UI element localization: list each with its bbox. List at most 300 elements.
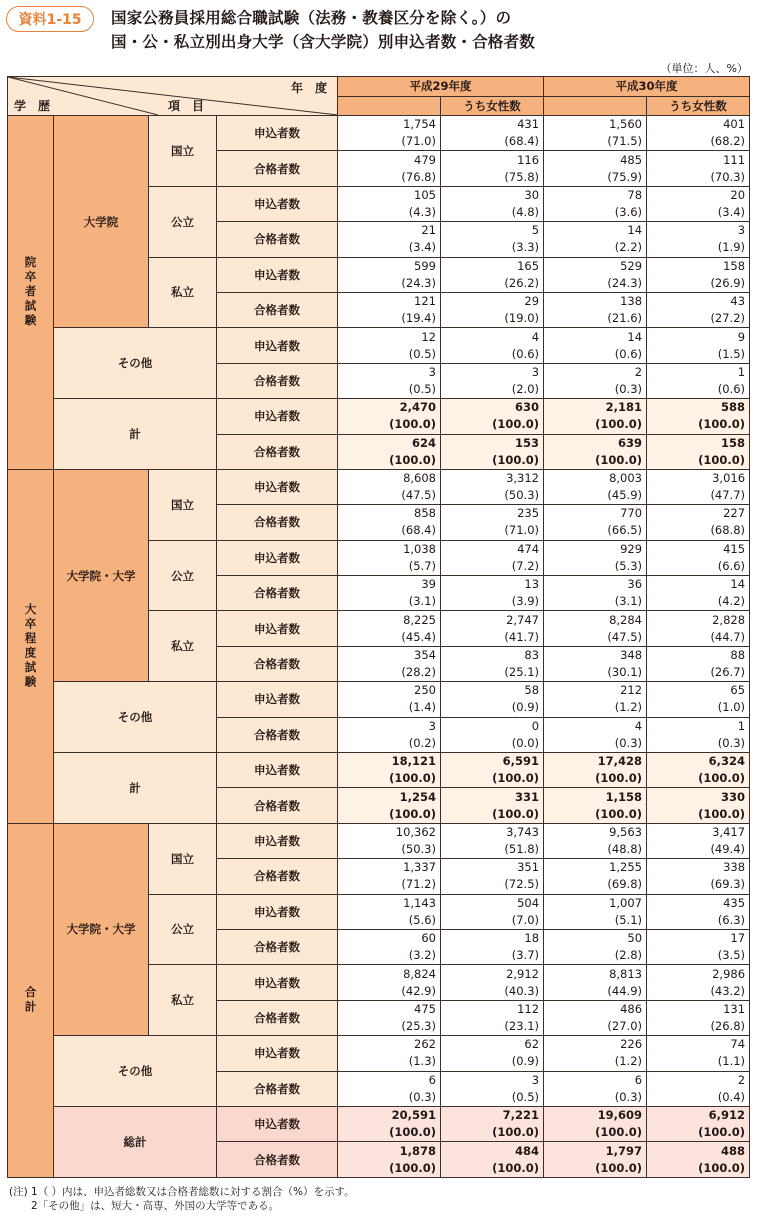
table-body	[8, 116, 750, 1178]
value-cell	[544, 399, 647, 434]
row-label: 申込者数	[217, 540, 338, 575]
value-percent: (100.0)	[698, 1160, 746, 1175]
value-percent: (41.7)	[504, 629, 540, 644]
value-percent: (100.0)	[389, 1160, 436, 1175]
value-percent: (25.3)	[401, 1018, 436, 1033]
value-cell	[338, 1036, 441, 1071]
value-count: 250	[414, 683, 436, 698]
value-cell	[338, 965, 441, 1000]
value-count: 770	[620, 506, 643, 521]
value-count: 0	[531, 718, 540, 733]
value-count: 488	[721, 1143, 746, 1158]
value-cell	[647, 151, 750, 186]
value-cell	[441, 576, 544, 611]
value-percent: (100.0)	[492, 1125, 540, 1140]
table-row	[8, 328, 750, 363]
table-row	[8, 469, 750, 504]
value-cell	[338, 1071, 441, 1106]
value-cell	[544, 823, 647, 858]
value-cell	[441, 1071, 544, 1106]
value-percent: (68.8)	[710, 523, 746, 538]
value-count: 8,813	[609, 966, 643, 981]
value-count: 2,912	[506, 966, 540, 981]
value-count: 5	[531, 223, 540, 238]
value-count: 12	[421, 329, 436, 344]
value-percent: (2.0)	[511, 381, 540, 396]
value-percent: (23.1)	[504, 1018, 540, 1033]
value-count: 588	[721, 400, 746, 415]
value-cell	[441, 151, 544, 186]
value-cell	[441, 859, 544, 894]
value-cell	[338, 328, 441, 363]
value-cell	[441, 116, 544, 151]
data-table	[7, 76, 750, 1178]
value-percent: (0.5)	[408, 346, 436, 361]
value-cell	[544, 646, 647, 681]
value-cell	[338, 753, 441, 788]
row-label: 合格者数	[217, 1071, 338, 1106]
value-count: 1,255	[609, 860, 643, 875]
value-percent: (71.0)	[401, 134, 436, 149]
value-percent: (47.5)	[401, 488, 436, 503]
value-cell	[647, 929, 750, 964]
year-header-h30: 平成30年度	[544, 77, 750, 97]
subgroup-label: 公立	[149, 540, 217, 611]
value-percent: (6.6)	[717, 558, 746, 573]
subgroup-label: 私立	[149, 611, 217, 682]
value-percent: (49.4)	[710, 842, 746, 856]
value-cell	[647, 1106, 750, 1141]
title-line-2: 国・公・私立別出身大学（含大学院）別申込者数・合格者数	[111, 33, 535, 51]
value-cell	[441, 222, 544, 257]
value-count: 338	[723, 860, 746, 875]
year-h30-total-header	[544, 96, 647, 116]
value-cell	[544, 328, 647, 363]
value-percent: (100.0)	[389, 1125, 436, 1140]
value-percent: (45.4)	[401, 629, 436, 644]
value-cell	[647, 965, 750, 1000]
value-cell	[544, 859, 647, 894]
value-cell	[647, 1142, 750, 1177]
row-label: 申込者数	[217, 1036, 338, 1071]
value-count: 486	[620, 1001, 643, 1016]
row-label: 合格者数	[217, 1142, 338, 1177]
value-percent: (72.5)	[504, 877, 540, 892]
value-percent: (100.0)	[595, 417, 643, 432]
value-percent: (100.0)	[492, 452, 540, 467]
value-cell	[441, 257, 544, 292]
subgroup-label: 公立	[149, 894, 217, 965]
row-label: 申込者数	[217, 682, 338, 717]
value-percent: (3.5)	[717, 948, 746, 963]
value-count: 1,158	[605, 789, 643, 804]
value-percent: (0.6)	[614, 346, 643, 361]
value-cell	[441, 328, 544, 363]
row-label: 合格者数	[217, 363, 338, 398]
value-percent: (3.1)	[614, 594, 643, 609]
value-count: 62	[524, 1037, 540, 1052]
value-cell	[544, 1106, 647, 1141]
value-count: 858	[414, 506, 436, 521]
value-cell	[647, 576, 750, 611]
value-cell	[338, 292, 441, 327]
group-label: 大学院・大学	[54, 823, 149, 1035]
value-cell	[441, 823, 544, 858]
row-label: 申込者数	[217, 469, 338, 504]
value-count: 331	[515, 789, 540, 804]
value-count: 2,986	[712, 966, 746, 981]
row-label: 申込者数	[217, 823, 338, 858]
value-percent: (26.9)	[710, 275, 746, 290]
value-count: 529	[620, 258, 643, 273]
value-cell	[338, 540, 441, 575]
row-label: 合格者数	[217, 859, 338, 894]
value-cell	[544, 292, 647, 327]
value-cell	[441, 965, 544, 1000]
value-count: 1,878	[399, 1143, 436, 1158]
value-count: 624	[411, 435, 436, 450]
value-count: 2,747	[506, 612, 540, 627]
value-count: 88	[730, 648, 746, 663]
value-percent: (7.2)	[511, 558, 540, 573]
value-cell	[647, 611, 750, 646]
value-percent: (24.3)	[607, 275, 643, 290]
row-label: 合格者数	[217, 505, 338, 540]
value-count: 158	[721, 435, 746, 450]
table-row	[8, 682, 750, 717]
value-cell	[647, 859, 750, 894]
value-count: 6,912	[708, 1108, 746, 1123]
value-count: 105	[414, 187, 436, 202]
value-count: 36	[627, 577, 643, 592]
group-label: 大学院	[54, 116, 149, 328]
value-count: 348	[620, 648, 643, 663]
value-percent: (100.0)	[492, 417, 540, 432]
value-count: 50	[627, 931, 643, 946]
value-cell	[647, 469, 750, 504]
value-percent: (100.0)	[389, 771, 436, 786]
value-cell	[441, 682, 544, 717]
value-count: 226	[620, 1037, 643, 1052]
value-cell	[544, 965, 647, 1000]
value-count: 1,560	[609, 117, 643, 132]
value-count: 78	[627, 187, 643, 202]
value-count: 9	[737, 329, 746, 344]
value-count: 8,824	[403, 966, 436, 981]
value-cell	[544, 257, 647, 292]
value-count: 4	[634, 718, 643, 733]
value-cell	[338, 363, 441, 398]
value-percent: (44.9)	[607, 983, 643, 998]
row-label: 申込者数	[217, 965, 338, 1000]
value-count: 17	[730, 931, 746, 946]
value-count: 6	[634, 1072, 643, 1087]
row-label: 申込者数	[217, 894, 338, 929]
value-cell	[441, 894, 544, 929]
value-cell	[441, 1106, 544, 1141]
value-percent: (2.2)	[614, 240, 643, 255]
year-header-h29: 平成29年度	[338, 77, 544, 97]
value-count: 435	[723, 895, 746, 910]
value-percent: (3.7)	[511, 948, 540, 963]
value-percent: (1.0)	[717, 700, 746, 715]
value-percent: (6.3)	[717, 912, 746, 927]
value-percent: (26.8)	[710, 1018, 746, 1033]
value-count: 474	[517, 541, 540, 556]
value-count: 8,284	[609, 612, 643, 627]
value-cell	[544, 469, 647, 504]
value-percent: (0.6)	[717, 381, 746, 396]
value-cell	[544, 434, 647, 469]
value-percent: (24.3)	[401, 275, 436, 290]
value-percent: (19.4)	[401, 311, 436, 326]
group-label: 計	[54, 399, 217, 470]
value-percent: (100.0)	[595, 1125, 643, 1140]
value-count: 6,591	[502, 754, 540, 769]
value-count: 3	[531, 1072, 540, 1087]
value-count: 7,221	[502, 1108, 540, 1123]
value-cell	[647, 788, 750, 823]
section-label: 院卒者試験	[8, 116, 54, 470]
value-cell	[338, 576, 441, 611]
value-cell	[544, 186, 647, 221]
row-label: 申込者数	[217, 116, 338, 151]
value-cell	[544, 116, 647, 151]
table-row	[8, 1036, 750, 1071]
value-percent: (5.7)	[408, 558, 436, 573]
value-percent: (100.0)	[698, 806, 746, 821]
value-cell	[647, 1036, 750, 1071]
value-percent: (68.2)	[710, 134, 746, 149]
value-percent: (3.4)	[717, 204, 746, 219]
value-count: 354	[414, 648, 436, 663]
value-count: 415	[723, 541, 746, 556]
value-cell	[338, 505, 441, 540]
value-count: 1	[737, 718, 746, 733]
value-percent: (47.7)	[710, 488, 746, 503]
value-cell	[647, 646, 750, 681]
value-cell	[338, 434, 441, 469]
value-percent: (2.8)	[614, 948, 643, 963]
value-percent: (100.0)	[698, 1125, 746, 1140]
value-count: 18	[524, 931, 540, 946]
value-cell	[647, 540, 750, 575]
value-count: 13	[524, 577, 540, 592]
value-count: 14	[730, 577, 746, 592]
value-count: 21	[421, 223, 436, 238]
row-label: 合格者数	[217, 434, 338, 469]
value-count: 131	[723, 1001, 746, 1016]
value-cell	[338, 1142, 441, 1177]
value-cell	[441, 186, 544, 221]
value-count: 165	[517, 258, 540, 273]
female-header-h30: うち女性数	[647, 96, 750, 116]
value-cell	[647, 753, 750, 788]
value-cell	[647, 399, 750, 434]
value-percent: (25.1)	[504, 665, 540, 680]
value-percent: (69.3)	[710, 877, 746, 892]
value-count: 158	[723, 258, 746, 273]
value-cell	[338, 186, 441, 221]
table-row	[8, 1106, 750, 1141]
document-title	[111, 6, 535, 54]
value-percent: (100.0)	[389, 452, 436, 467]
value-count: 74	[730, 1037, 746, 1052]
footnote-2: 2「その他」は、短大・高専、外国の大学等である。	[31, 1200, 280, 1212]
value-count: 3,417	[712, 825, 746, 839]
value-cell	[338, 1000, 441, 1035]
value-cell	[544, 576, 647, 611]
value-cell	[544, 929, 647, 964]
value-count: 475	[414, 1001, 436, 1016]
value-cell	[338, 1106, 441, 1141]
value-count: 2,181	[605, 400, 643, 415]
value-percent: (1.5)	[717, 346, 746, 361]
value-cell	[647, 257, 750, 292]
value-percent: (0.0)	[511, 735, 540, 750]
value-percent: (0.3)	[408, 1089, 436, 1104]
value-count: 3	[428, 364, 436, 379]
value-cell	[647, 363, 750, 398]
value-percent: (1.3)	[408, 1054, 436, 1069]
value-percent: (100.0)	[595, 452, 643, 467]
value-cell	[544, 1000, 647, 1035]
value-percent: (0.3)	[614, 1089, 643, 1104]
value-count: 262	[414, 1037, 436, 1052]
value-cell	[647, 717, 750, 752]
value-cell	[647, 434, 750, 469]
value-percent: (100.0)	[595, 1160, 643, 1175]
value-count: 1,038	[403, 541, 436, 556]
value-percent: (0.3)	[614, 735, 643, 750]
subgroup-label: 私立	[149, 965, 217, 1036]
value-cell	[338, 469, 441, 504]
subgroup-label: 国立	[149, 823, 217, 894]
value-count: 2,470	[399, 400, 436, 415]
value-count: 3,743	[506, 825, 540, 839]
value-percent: (7.0)	[511, 912, 540, 927]
value-count: 1,754	[403, 117, 436, 132]
value-cell	[544, 611, 647, 646]
value-cell	[544, 1036, 647, 1071]
female-header-h29: うち女性数	[441, 96, 544, 116]
row-label: 合格者数	[217, 788, 338, 823]
value-count: 39	[421, 577, 436, 592]
value-percent: (0.9)	[511, 1054, 540, 1069]
value-cell	[338, 894, 441, 929]
value-count: 138	[620, 294, 643, 309]
subgroup-label: 公立	[149, 186, 217, 257]
value-cell	[544, 682, 647, 717]
value-count: 485	[620, 152, 643, 167]
value-count: 639	[618, 435, 643, 450]
value-count: 112	[517, 1001, 540, 1016]
value-percent: (48.8)	[607, 842, 643, 856]
value-cell	[441, 399, 544, 434]
value-count: 9,563	[609, 825, 643, 839]
value-cell	[544, 753, 647, 788]
value-percent: (27.2)	[710, 311, 746, 326]
value-percent: (5.3)	[614, 558, 643, 573]
value-count: 351	[517, 860, 540, 875]
value-count: 116	[517, 152, 540, 167]
value-count: 10,362	[395, 825, 436, 839]
value-cell	[647, 328, 750, 363]
value-percent: (26.2)	[504, 275, 540, 290]
value-cell	[544, 540, 647, 575]
document-tag: 資料1-15	[6, 6, 94, 32]
value-percent: (0.3)	[614, 381, 643, 396]
value-percent: (71.5)	[607, 134, 643, 149]
value-percent: (100.0)	[492, 806, 540, 821]
table-row	[8, 823, 750, 858]
group-label: 総計	[54, 1106, 217, 1177]
group-label: 大学院・大学	[54, 469, 149, 681]
value-count: 121	[414, 294, 436, 309]
row-label: 合格者数	[217, 576, 338, 611]
value-count: 20,591	[391, 1108, 436, 1123]
value-percent: (68.4)	[504, 134, 540, 149]
value-cell	[544, 894, 647, 929]
value-percent: (26.7)	[710, 665, 746, 680]
value-count: 6,324	[708, 754, 746, 769]
value-percent: (51.8)	[504, 842, 540, 856]
row-label: 申込者数	[217, 257, 338, 292]
value-percent: (0.5)	[408, 381, 436, 396]
value-percent: (3.1)	[408, 594, 436, 609]
value-percent: (42.9)	[401, 983, 436, 998]
title-line-1: 国家公務員採用総合職試験（法務・教養区分を除く。）の	[111, 9, 512, 27]
value-percent: (50.3)	[504, 488, 540, 503]
value-cell	[441, 717, 544, 752]
value-count: 65	[730, 683, 746, 698]
value-percent: (40.3)	[504, 983, 540, 998]
item-axis-label: 項 目	[168, 99, 205, 113]
value-count: 504	[517, 895, 540, 910]
value-percent: (66.5)	[607, 523, 643, 538]
value-count: 29	[524, 294, 540, 309]
value-count: 1	[737, 364, 746, 379]
value-count: 2	[634, 364, 643, 379]
value-count: 3	[737, 223, 746, 238]
value-percent: (100.0)	[698, 771, 746, 786]
row-label: 合格者数	[217, 292, 338, 327]
value-percent: (4.3)	[408, 204, 436, 219]
value-percent: (0.4)	[717, 1089, 746, 1104]
section-label: 合計	[8, 823, 54, 1177]
group-label: その他	[54, 682, 217, 753]
value-cell	[647, 292, 750, 327]
value-percent: (43.2)	[710, 983, 746, 998]
value-count: 83	[524, 648, 540, 663]
value-percent: (0.3)	[717, 735, 746, 750]
value-percent: (3.4)	[408, 240, 436, 255]
value-count: 1,797	[605, 1143, 643, 1158]
value-count: 58	[524, 683, 540, 698]
value-cell	[647, 823, 750, 858]
value-cell	[544, 151, 647, 186]
value-cell	[544, 505, 647, 540]
value-count: 153	[515, 435, 540, 450]
value-percent: (100.0)	[492, 1160, 540, 1175]
row-label: 合格者数	[217, 646, 338, 681]
row-label: 申込者数	[217, 399, 338, 434]
value-percent: (100.0)	[492, 771, 540, 786]
value-cell	[647, 894, 750, 929]
value-count: 401	[723, 117, 746, 132]
group-label: 計	[54, 753, 217, 824]
value-count: 2,828	[712, 612, 746, 627]
